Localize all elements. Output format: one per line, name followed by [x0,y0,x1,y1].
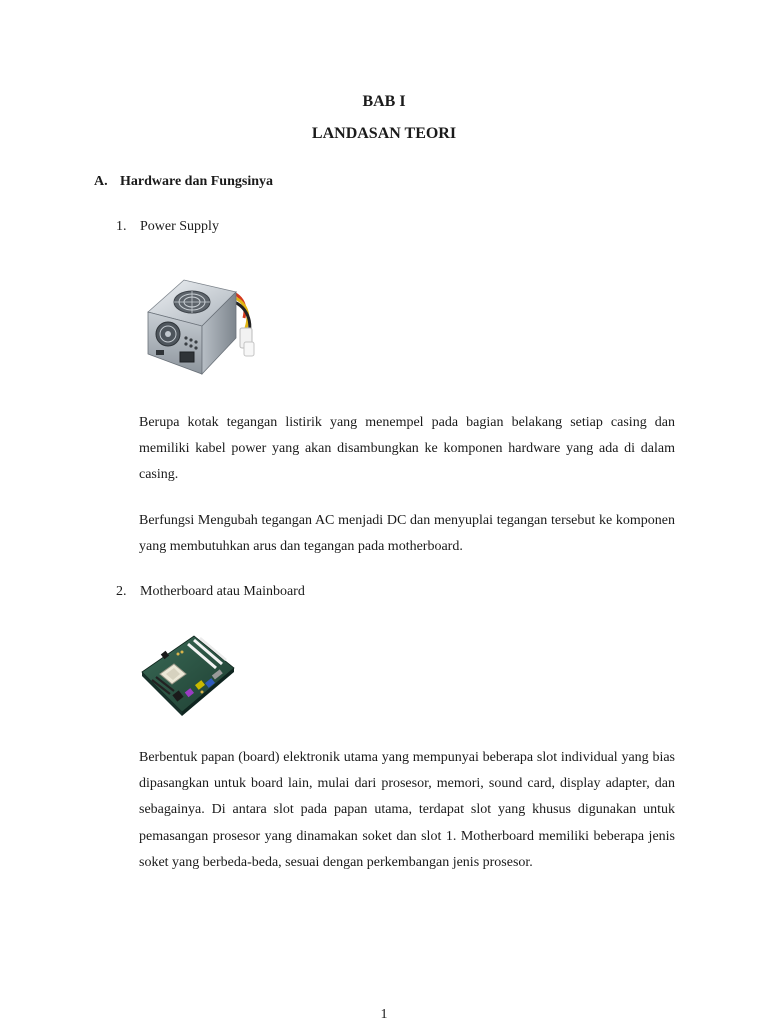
section-title: Hardware dan Fungsinya [120,174,273,189]
paragraph: Berfungsi Mengubah tegangan AC menjadi DC dan menyuplai tegangan tersebut ke komponen yang membutuhkan arus dan tegangan pada motherboard. [139,513,675,555]
page-number: 1 [380,1007,388,1022]
list-item-number: 2. [116,584,127,599]
motherboard-icon [138,630,238,720]
list-item-title: Motherboard atau Mainboard [140,584,305,599]
chapter-number: BAB I [362,93,406,110]
power-supply-unit-icon [138,272,263,377]
paragraph: Berupa kotak tegangan listirik yang menempel pada bagian belakang setiap casing dan memiliki kabel power yang akan disambungkan ke komponen hardware yang ada di dalam casing. [139,415,675,483]
chapter-title: LANDASAN TEORI [311,125,457,142]
section-heading [94,174,273,190]
paragraph: Berbentuk papan (board) elektronik utama yang mempunyai beberapa slot individual yang bias dipasangkan untuk board lain, mulai dari prosesor, memori, sound card, display adapter, dan sebagainya. Di antara slot pada papan utama, terdapat slot yang khusus digunakan untuk pemasangan prosesor yang dinamakan soket dan slot 1. Motherboard memiliki beberapa jenis soket yang berbeda-beda, sesuai dengan perkembangan jenis prosesor. [139,750,675,870]
list-item-number: 1. [116,219,127,234]
list-item-title: Power Supply [140,219,219,234]
section-marker: A. [94,174,108,189]
